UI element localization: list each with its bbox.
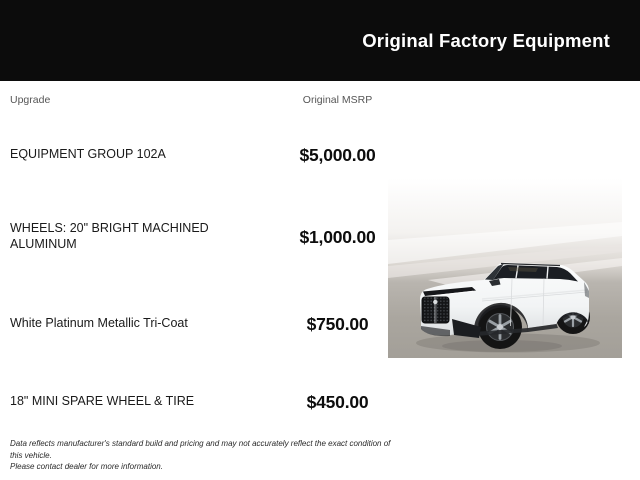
brand-badge — [433, 300, 437, 304]
equipment-price: $750.00 — [306, 313, 369, 334]
equipment-price: $1,000.00 — [299, 226, 376, 247]
equipment-price: $5,000.00 — [299, 144, 376, 165]
column-header-upgrade: Upgrade — [10, 94, 51, 106]
vehicle-photo — [388, 178, 622, 358]
equipment-name: 18" MINI SPARE WHEEL & TIRE — [10, 394, 195, 409]
vehicle-photo-svg — [388, 178, 622, 358]
disclaimer-line-2: Please contact dealer for more information. — [10, 462, 163, 472]
table-row — [0, 141, 405, 169]
table-row — [0, 388, 405, 416]
disclaimer — [10, 438, 395, 473]
header-bar — [0, 0, 640, 81]
table-row — [0, 310, 405, 338]
equipment-name: WHEELS: 20" BRIGHT MACHINED ALUMINUM — [10, 221, 209, 251]
page-title: Original Factory Equipment — [362, 29, 610, 51]
disclaimer-line-1: Data reflects manufacturer's standard build and pricing and may not accurately reflect the exact condition of this vehicle. — [10, 439, 391, 460]
equipment-name: White Platinum Metallic Tri-Coat — [10, 316, 188, 331]
equipment-price: $450.00 — [306, 391, 369, 412]
column-header-msrp: Original MSRP — [302, 94, 373, 106]
equipment-name: EQUIPMENT GROUP 102A — [10, 147, 166, 162]
table-row — [0, 221, 405, 253]
